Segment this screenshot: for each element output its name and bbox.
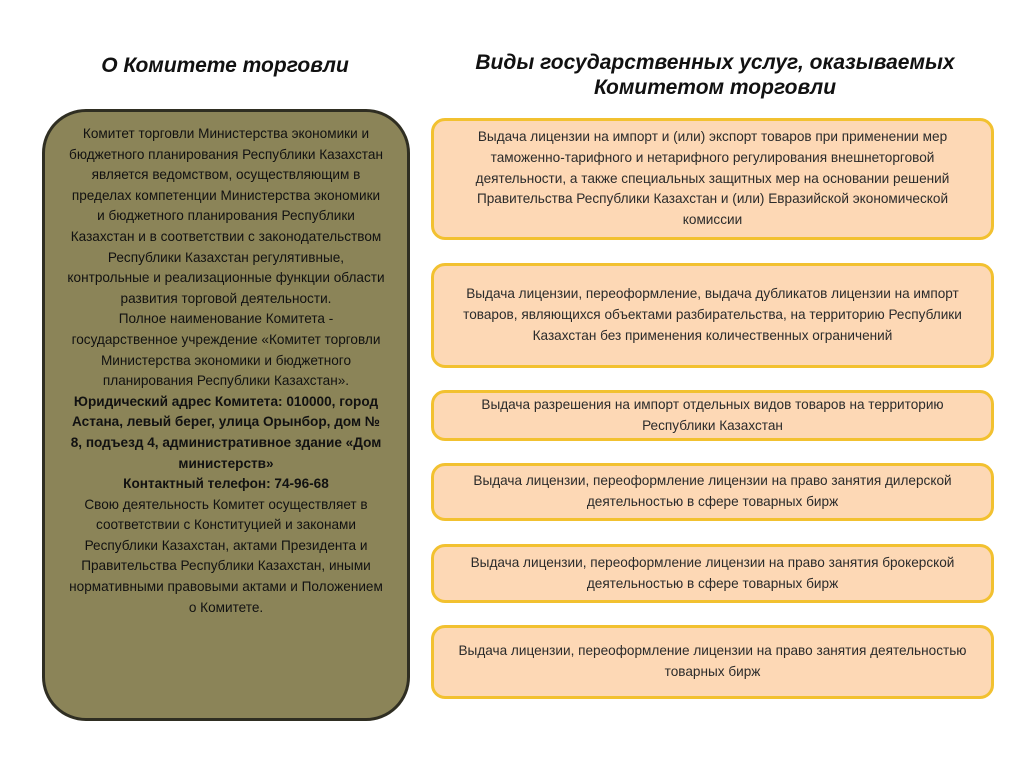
about-full-name-text: Полное наименование Комитета - государственное учреждение «Комитет торговли Министерства экономики и бюджетного планирования Республики Казахстан».	[71, 311, 381, 389]
service-text: Выдача лицензии, переоформление, выдача дубликатов лицензии на импорт товаров, являющихся объектами разбирательства, на территорию Республики Казахстан без применения количественных ограничений	[463, 286, 962, 343]
service-box-broker-license	[431, 544, 994, 603]
about-phone-text: Контактный телефон: 74-96-68	[123, 476, 329, 492]
about-activity-text: Свою деятельность Комитет осуществляет в соответствии с Конституцией и законами Республики Казахстан, актами Президента и Правительства Республики Казахстан, иными нормативными правовыми актами и Положением о Комитете.	[69, 496, 383, 615]
service-box-import-license-duplicates	[431, 263, 994, 368]
service-text: Выдача лицензии, переоформление лицензии на право занятия дилерской деятельностью в сфере товарных бирж	[473, 473, 952, 509]
about-address-text: Юридический адрес Комитета: 010000, город Астана, левый берег, улица Орынбор, дом № 8, подъезд 4, административное здание «Дом министерств»	[70, 393, 382, 471]
service-box-import-export-license	[431, 118, 994, 240]
service-box-dealer-license	[431, 463, 994, 521]
service-text: Выдача лицензии на импорт и (или) экспорт товаров при применении мер таможенно-тарифного и нетарифного регулирования внешнеторговой деятельности, а также специальных защитных мер на основании решений Правительства Республики Казахстан и (или) Евразийской экономической комиссии	[475, 129, 950, 228]
services-title-line2: Комитетом торговли	[593, 76, 837, 99]
service-box-exchange-license	[431, 625, 994, 699]
services-title	[440, 50, 990, 100]
about-committee-panel	[42, 109, 410, 721]
services-title-line1: Виды государственных услуг, оказываемых	[475, 51, 955, 74]
service-box-import-permit	[431, 390, 994, 441]
service-text: Выдача лицензии, переоформление лицензии на право занятия брокерской деятельностью в сфере товарных бирж	[470, 554, 955, 591]
service-text: Выдача лицензии, переоформление лицензии на право занятия деятельностью товарных бирж	[458, 643, 967, 679]
about-committee-title: О Комитете торговли	[101, 54, 349, 77]
service-text: Выдача разрешения на импорт отдельных видов товаров на территорию Республики Казахстан	[481, 396, 944, 433]
about-intro-text: Комитет торговли Министерства экономики и бюджетного планирования Республики Казахстан является ведомством, осуществляющим в пределах компетенции Министерства экономики и бюджетного планирования Республики Казахстан и в соответствии с законодательством Республики Казахстан регулятивные, контрольные и реализационные функции области развития торговой деятельности.	[67, 126, 385, 306]
